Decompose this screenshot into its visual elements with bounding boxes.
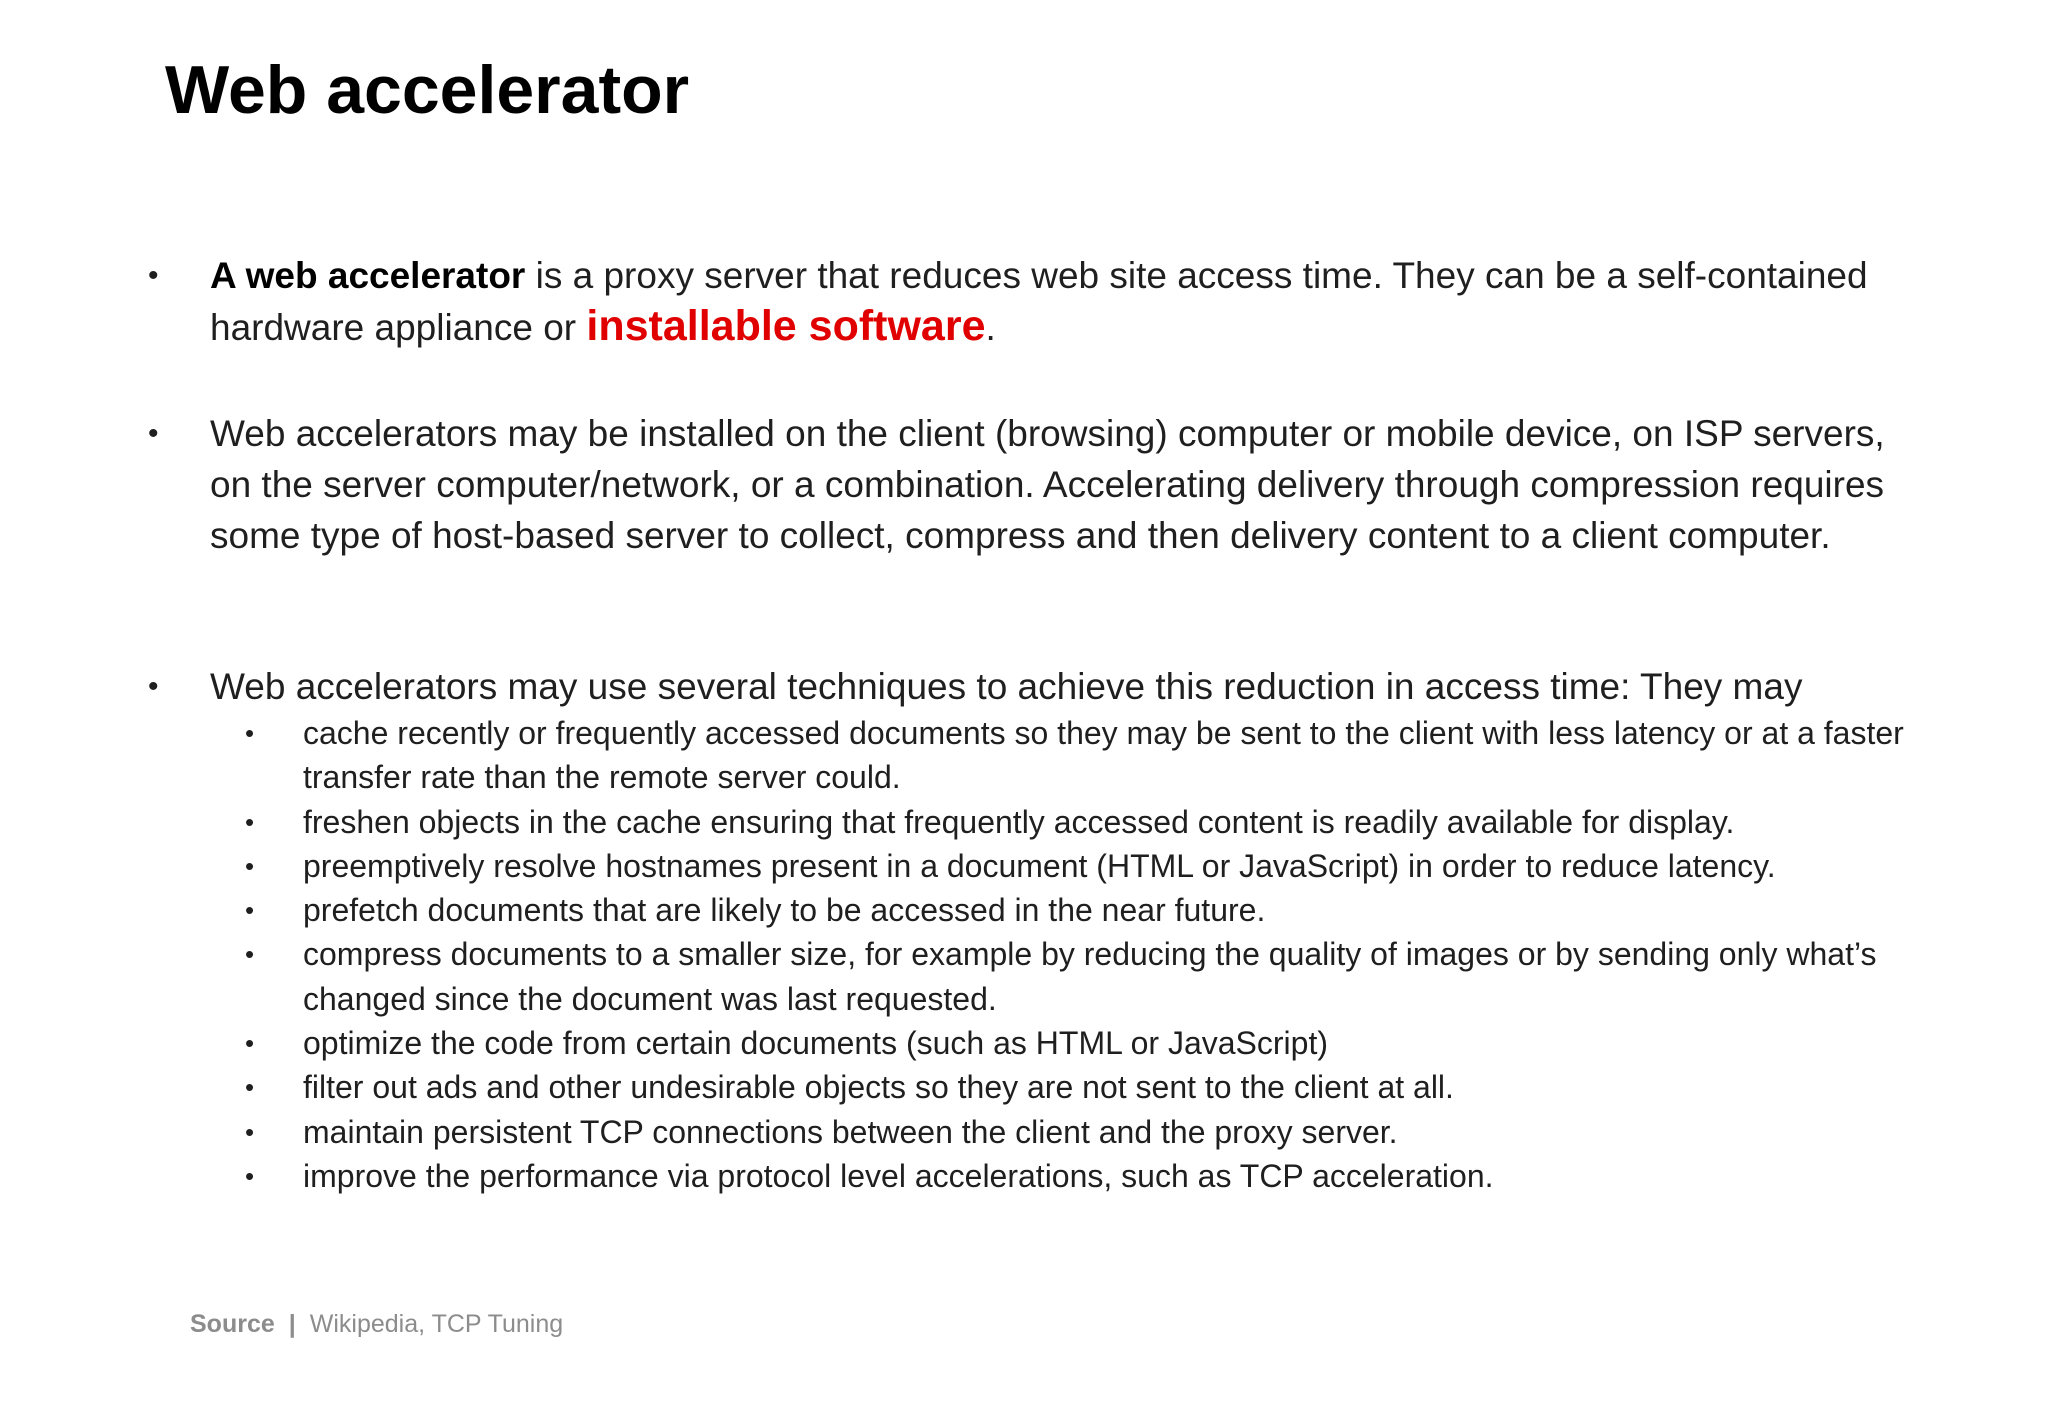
bullet-dot: •	[245, 806, 255, 837]
sub-bullet-item	[245, 844, 1933, 888]
bullet-dot: •	[245, 1072, 255, 1103]
sub-bullet-text: improve the performance via protocol level accelerations, such as TCP acceleration.	[303, 1157, 1494, 1194]
sub-bullet-text: cache recently or frequently accessed documents so they may be sent to the client with less latency or at a faster transfer rate than the remote server could.	[303, 715, 1904, 796]
highlight-text: installable software	[586, 302, 986, 350]
bullet-dot: •	[245, 850, 255, 881]
sub-bullet-text: preemptively resolve hostnames present in a document (HTML or JavaScript) in order to reduce latency.	[303, 847, 1776, 884]
sub-bullet-item	[245, 1065, 1933, 1109]
bullet-dot: •	[148, 670, 159, 703]
bullet-end: .	[985, 307, 996, 348]
sub-bullet-item	[245, 800, 1933, 844]
sub-bullet-item	[245, 711, 1933, 800]
bullet-text: Web accelerators may use several techniques to achieve this reduction in access time: They may	[210, 666, 1803, 707]
sub-bullet-text: filter out ads and other undesirable objects so they are not sent to the client at all.	[303, 1069, 1454, 1106]
sub-bullet-item	[245, 1110, 1933, 1154]
bullet-bold-term: A web accelerator	[210, 255, 526, 296]
sub-bullet-item	[245, 1021, 1933, 1065]
bullet-dot: •	[245, 1028, 255, 1059]
sub-bullet-list	[245, 711, 1933, 1198]
bullet-dot: •	[245, 1160, 255, 1191]
sub-bullet-text: maintain persistent TCP connections between the client and the proxy server.	[303, 1113, 1398, 1150]
bullet-item	[148, 408, 1930, 561]
sub-bullet-text: freshen objects in the cache ensuring that frequently accessed content is readily available for display.	[303, 803, 1735, 840]
slide-title: Web accelerator	[165, 52, 690, 128]
sub-bullet-item	[245, 932, 1933, 1021]
bullet-text: is a proxy server that reduces web site access time. They can be a self-contained hardware appliance or	[210, 255, 1868, 348]
sub-bullet-text: compress documents to a smaller size, for example by reducing the quality of images or by sending only what’s changed since the document was last requested.	[303, 936, 1877, 1017]
source-label: Source	[190, 1310, 275, 1338]
bullet-dot: •	[245, 718, 255, 748]
sub-bullet-item	[245, 1154, 1933, 1198]
source-footer	[190, 1308, 563, 1340]
bullet-dot: •	[245, 939, 255, 970]
bullet-dot: •	[245, 1116, 255, 1147]
sub-bullet-item	[245, 888, 1933, 932]
source-text: Wikipedia, TCP Tuning	[309, 1310, 564, 1338]
sub-bullet-text: optimize the code from certain documents (such as HTML or JavaScript)	[303, 1025, 1328, 1062]
sub-bullet-text: prefetch documents that are likely to be accessed in the near future.	[303, 892, 1266, 929]
bullet-dot: •	[148, 417, 159, 450]
bullet-dot: •	[148, 259, 159, 292]
bullet-item	[148, 250, 1930, 353]
bullet-dot: •	[245, 895, 255, 926]
bullet-item	[148, 661, 1930, 712]
bullet-text: Web accelerators may be installed on the client (browsing) computer or mobile device, on ISP servers, on the server computer/network, or a combination. Accelerating delivery through compression requires some type of host-based server to collect, compress and then delivery content to a client computer.	[210, 413, 1885, 556]
source-separator: |	[288, 1310, 296, 1338]
